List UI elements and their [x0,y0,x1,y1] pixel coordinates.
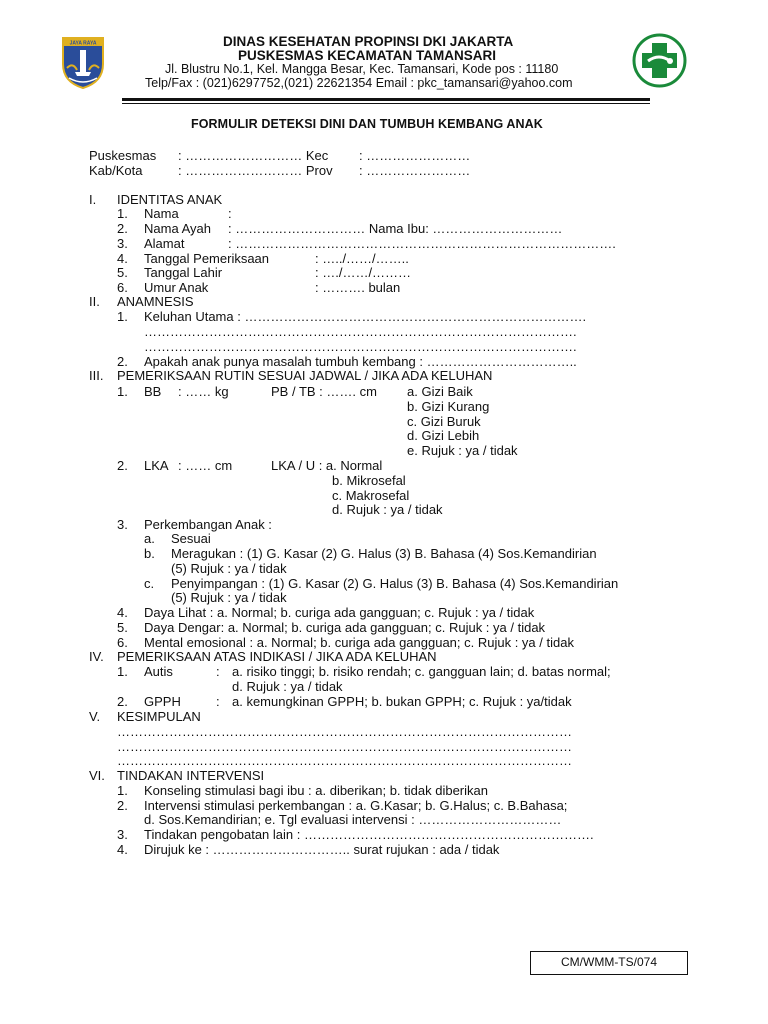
bb-label: BB [144,384,162,399]
item-number: 5. [117,620,128,635]
section-2-number: II. [89,294,100,309]
item-letter: c. [144,576,155,591]
bb-field[interactable]: : …… kg [178,384,229,399]
option-lka-rujuk[interactable]: d. Rujuk : ya / tidak [332,502,443,517]
option-gizi-kurang[interactable]: b. Gizi Kurang [407,399,490,414]
gpph-label: GPPH [144,694,181,709]
tanggal-lahir-label: Tanggal Lahir [144,265,223,280]
puskesmas-cross-logo-icon [632,33,687,88]
option-gizi-buruk[interactable]: c. Gizi Buruk [407,414,481,429]
item-number: 4. [117,251,128,266]
option-meragukan-rujuk[interactable]: (5) Rujuk : ya / tidak [171,561,287,576]
header-divider-thick [122,98,650,101]
item-number: 1. [117,664,128,679]
section-5-number: V. [89,709,101,724]
option-lka-normal[interactable]: LKA / U : a. Normal [271,458,383,473]
option-gizi-baik[interactable]: a. Gizi Baik [407,384,473,399]
dirujuk-field[interactable]: Dirujuk ke : ………………………….. surat rujukan : ada / tidak [144,842,500,857]
kabkota-field[interactable]: : ……………………… Prov [178,163,333,178]
nama-field[interactable]: : [228,206,232,221]
alamat-field[interactable]: : ……………………………………………………………………………. [228,236,616,251]
item-number: 1. [117,384,128,399]
autis-rujuk[interactable]: d. Rujuk : ya / tidak [232,679,343,694]
section-3-title: PEMERIKSAAN RUTIN SESUAI JADWAL / JIKA ADA KELUHAN [117,368,493,383]
section-6-number: VI. [89,768,105,783]
pb-tb-field[interactable]: PB / TB : ……. cm [271,384,377,399]
item-number: 4. [117,842,128,857]
section-5-title: KESIMPULAN [117,709,201,724]
section-4-number: IV. [89,649,104,664]
perkembangan-label: Perkembangan Anak : [144,517,272,532]
daya-dengar-field[interactable]: Daya Dengar: a. Normal; b. curiga ada gangguan; c. Rujuk : ya / tidak [144,620,546,635]
tanggal-pemeriksaan-field[interactable]: : …../……/…….. [315,251,409,266]
umur-anak-field[interactable]: : ………. bulan [315,280,401,295]
kesimpulan-line-3[interactable]: …………………………………………………………………………………………… [117,753,572,768]
lka-field[interactable]: : …… cm [178,458,233,473]
intervensi-evaluasi-field[interactable]: d. Sos.Kemandirian; e. Tgl evaluasi intervensi : …………………………… [144,812,562,827]
item-number: 1. [117,206,128,221]
header-divider-thin [122,103,650,104]
section-1-title: IDENTITAS ANAK [117,192,223,207]
masalah-tumbuh-kembang-field[interactable]: Apakah anak punya masalah tumbuh kembang : …………………………….. [144,354,577,369]
item-number: 3. [117,236,128,251]
item-letter: b. [144,546,155,561]
daya-lihat-field[interactable]: Daya Lihat : a. Normal; b. curiga ada gangguan; c. Rujuk : ya / tidak [144,605,535,620]
form-code: CM/WMM-TS/074 [530,951,688,975]
autis-options[interactable]: a. risiko tinggi; b. risiko rendah; c. gangguan lain; d. batas normal; [232,664,611,679]
item-number: 3. [117,827,128,842]
kesimpulan-line-1[interactable]: …………………………………………………………………………………………… [117,724,572,739]
header-contact: Telp/Fax : (021)6297752,(021) 22621354 Email : pkc_tamansari@yahoo.com [145,76,573,90]
alamat-label: Alamat [144,236,185,251]
item-number: 4. [117,605,128,620]
autis-label: Autis [144,664,173,679]
item-number: 5. [117,265,128,280]
keluhan-utama-field[interactable]: Keluhan Utama : ……………………………………………………………………. [144,309,587,324]
dki-jakarta-emblem-icon [61,34,105,90]
header-agency: DINAS KESEHATAN PROPINSI DKI JAKARTA [223,34,514,49]
logo-left-text: JAYA RAYA [69,40,97,47]
form-title: FORMULIR DETEKSI DINI DAN TUMBUH KEMBANG ANAK [191,117,543,131]
keluhan-utama-line-2[interactable]: ………………………………………………………………………………………. [144,324,577,339]
nama-ayah-ibu-field[interactable]: : ………………………… Nama Ibu: ………………………… [228,221,563,236]
item-number: 2. [117,798,128,813]
item-number: 2. [117,354,128,369]
gpph-options[interactable]: a. kemungkinan GPPH; b. bukan GPPH; c. Rujuk : ya/tidak [232,694,572,709]
section-6-title: TINDAKAN INTERVENSI [117,768,265,783]
item-letter: a. [144,531,155,546]
kabkota-label: Kab/Kota [89,163,143,178]
option-penyimpangan[interactable]: Penyimpangan : (1) G. Kasar (2) G. Halus (3) B. Bahasa (4) Sos.Kemandirian [171,576,619,591]
pengobatan-field[interactable]: Tindakan pengobatan lain : …………………………………………………………. [144,827,594,842]
option-gizi-lebih[interactable]: d. Gizi Lebih [407,428,480,443]
item-number: 2. [117,221,128,236]
header-address: Jl. Blustru No.1, Kel. Mangga Besar, Kec. Tamansari, Kode pos : 11180 [165,62,559,76]
option-meragukan[interactable]: Meragukan : (1) G. Kasar (2) G. Halus (3) B. Bahasa (4) Sos.Kemandirian [171,546,597,561]
keluhan-utama-line-3[interactable]: ………………………………………………………………………………………. [144,339,577,354]
tanggal-lahir-field[interactable]: : …./……/……… [315,265,412,280]
item-number: 6. [117,280,128,295]
konseling-field[interactable]: Konseling stimulasi bagi ibu : a. diberikan; b. tidak diberikan [144,783,488,798]
option-sesuai[interactable]: Sesuai [171,531,211,546]
item-number: 1. [117,783,128,798]
mental-emosional-field[interactable]: Mental emosional : a. Normal; b. curiga ada gangguan; c. Rujuk : ya / tidak [144,635,574,650]
prov-field[interactable]: : …………………… [359,163,471,178]
option-makrosefal[interactable]: c. Makrosefal [332,488,410,503]
option-mikrosefal[interactable]: b. Mikrosefal [332,473,406,488]
section-1-number: I. [89,192,97,207]
section-4-title: PEMERIKSAAN ATAS INDIKASI / JIKA ADA KELUHAN [117,649,437,664]
umur-anak-label: Umur Anak [144,280,209,295]
colon: : [216,694,220,709]
nama-label: Nama [144,206,179,221]
nama-ayah-label: Nama Ayah [144,221,211,236]
tanggal-pemeriksaan-label: Tanggal Pemeriksaan [144,251,270,266]
puskesmas-field[interactable]: : ……………………… Kec [178,148,329,163]
section-2-title: ANAMNESIS [117,294,194,309]
lka-label: LKA [144,458,169,473]
header-puskesmas: PUSKESMAS KECAMATAN TAMANSARI [238,48,496,63]
kec-field[interactable]: : …………………… [359,148,471,163]
item-number: 2. [117,458,128,473]
item-number: 6. [117,635,128,650]
section-3-number: III. [89,368,104,383]
intervensi-field[interactable]: Intervensi stimulasi perkembangan : a. G.Kasar; b. G.Halus; c. B.Bahasa; [144,798,568,813]
colon: : [216,664,220,679]
item-number: 1. [117,309,128,324]
item-number: 2. [117,694,128,709]
option-penyimpangan-rujuk[interactable]: (5) Rujuk : ya / tidak [171,590,287,605]
item-number: 3. [117,517,128,532]
option-gizi-rujuk[interactable]: e. Rujuk : ya / tidak [407,443,518,458]
kesimpulan-line-2[interactable]: …………………………………………………………………………………………… [117,739,572,754]
puskesmas-label: Puskesmas [89,148,157,163]
